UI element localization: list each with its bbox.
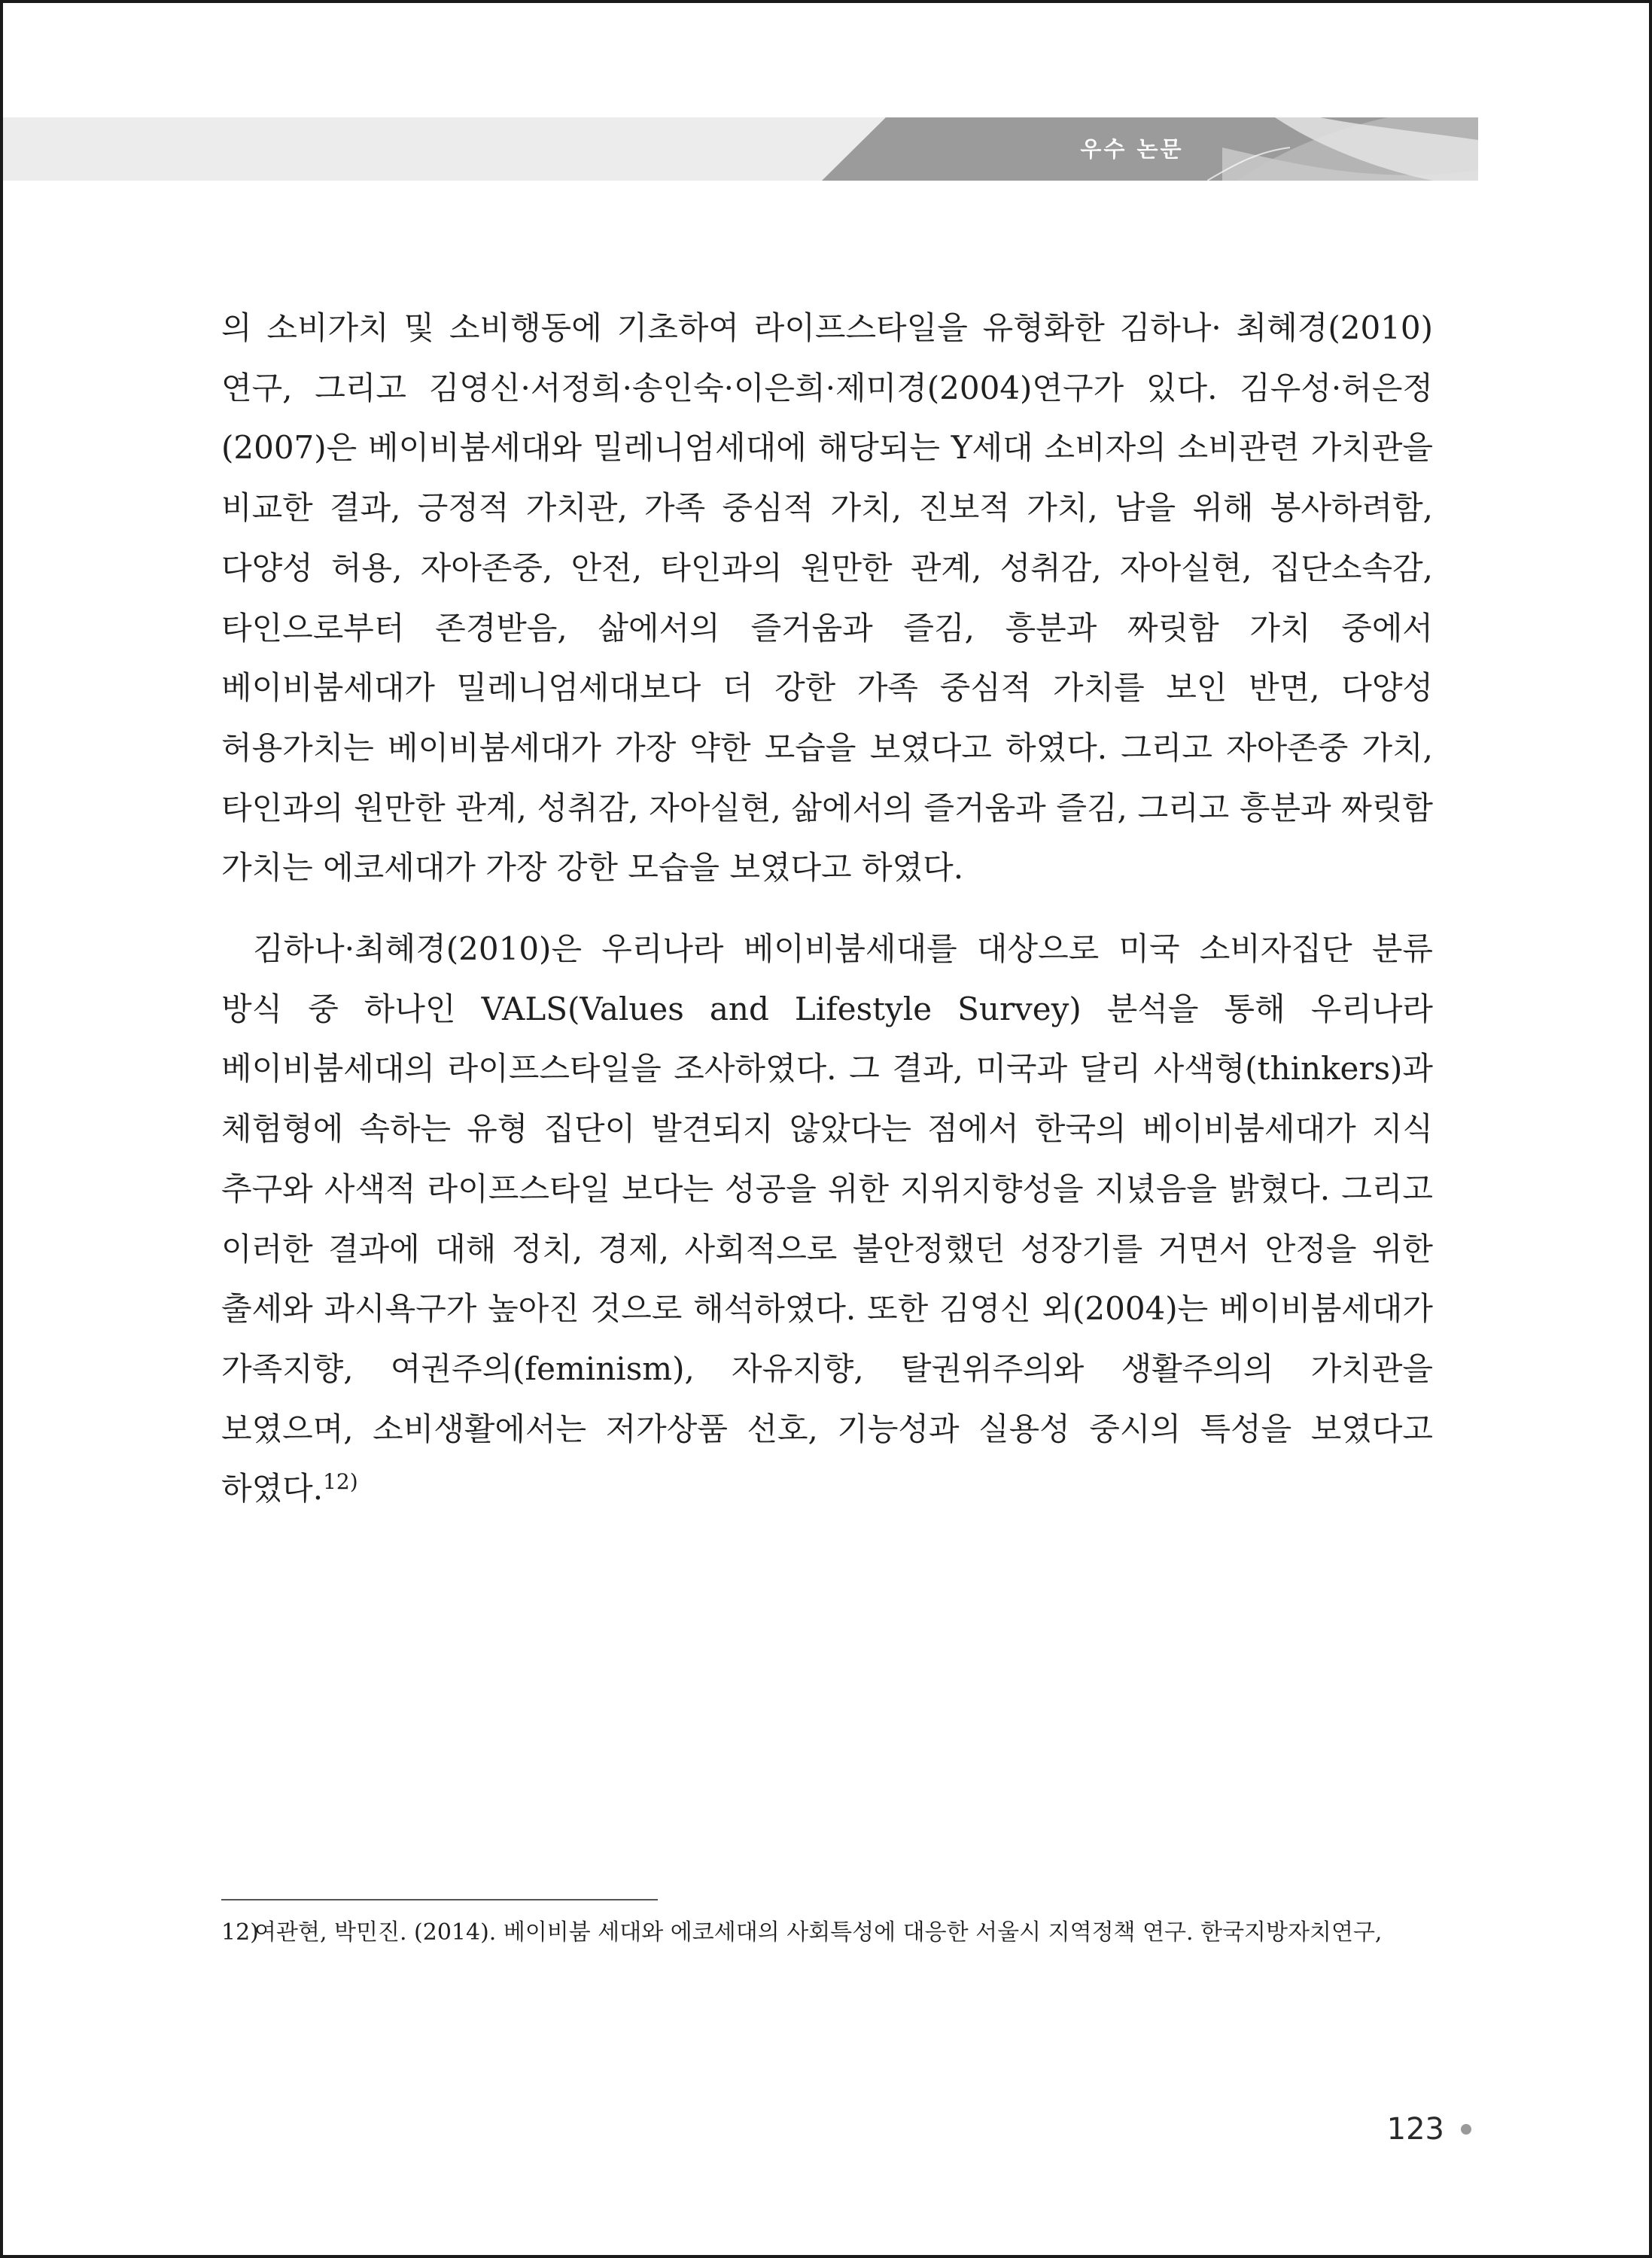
header-decoration-graphic xyxy=(1207,117,1478,181)
footnote-text: 여관현, 박민진. (2014). 베이비붐 세대와 에코세대의 사회특성에 대응한 서울시 지역정책 연구. 한국지방자치연구, xyxy=(254,1919,1383,1946)
footnote-divider xyxy=(221,1899,658,1900)
footnote xyxy=(221,1912,1433,1954)
header-curve-graphic xyxy=(1207,117,1478,181)
footnote-number: 12) xyxy=(221,1919,259,1946)
paragraph-1: 의 소비가치 및 소비행동에 기초하여 라이프스타일을 유형화한 김하나· 최혜경(2010) 연구, 그리고 김영신·서정희·송인숙·이은희·제미경(2004)연구가 있다. 김우성·허은정(2007)은 베이비붐세대와 밀레니엄세대에 해당되는 Y세대 소비자의 소비관련 가치관을 비교한 결과, 긍정적 가치관, 가족 중심적 가치, 진보적 가치, 남을 위해 봉사하려함, 다양성 허용, 자아존중, 안전, 타인과의 원만한 관계, 성취감, 자아실현, 집단소속감, 타인으로부터 존경받음, 삶에서의 즐거움과 즐김, 흥분과 짜릿함 가치 중에서 베이비붐세대가 밀레니엄세대보다 더 강한 가족 중심적 가치를 보인 반면, 다양성 허용가치는 베이비붐세대가 가장 약한 모습을 보였다고 하였다. 그리고 자아존중 가치, 타인과의 원만한 관계, 성취감, 자아실현, 삶에서의 즐거움과 즐김, 그리고 흥분과 짜릿함 가치는 에코세대가 가장 강한 모습을 보였다고 하였다. xyxy=(221,309,1433,887)
page-number-dot-icon xyxy=(1461,2124,1471,2135)
body-text xyxy=(221,298,1433,1519)
footnote-reference[interactable]: 12) xyxy=(323,1469,358,1495)
header-section-title: 우수 논문 xyxy=(1080,136,1184,162)
paragraph-2-text: 김하나·최혜경(2010)은 우리나라 베이비붐세대를 대상으로 미국 소비자집단 분류 방식 중 하나인 VALS(Values and Lifestyle Survey) 분석을 통해 우리나라 베이비붐세대의 라이프스타일을 조사하였다. 그 결과, 미국과 달리 사색형(thinkers)과 체험형에 속하는 유형 집단이 발견되지 않았다는 점에서 한국의 베이비붐세대가 지식 추구와 사색적 라이프스타일 보다는 성공을 위한 지위지향성을 지녔음을 밝혔다. 그리고 이러한 결과에 대해 정치, 경제, 사회적으로 불안정했던 성장기를 거면서 안정을 위한 출세와 과시욕구가 높아진 것으로 해석하였다. 또한 김영신 외(2004)는 베이비붐세대가 가족지향, 여권주의(feminism), 자유지향, 탈권위주의와 생활주의의 가치관을 보였으며, 소비생활에서는 저가상품 선호, 기능성과 실용성 중시의 특성을 보였다고 하였다. xyxy=(221,930,1433,1508)
paragraph-2 xyxy=(221,919,1433,1519)
page-number: 123 xyxy=(1386,2112,1444,2147)
